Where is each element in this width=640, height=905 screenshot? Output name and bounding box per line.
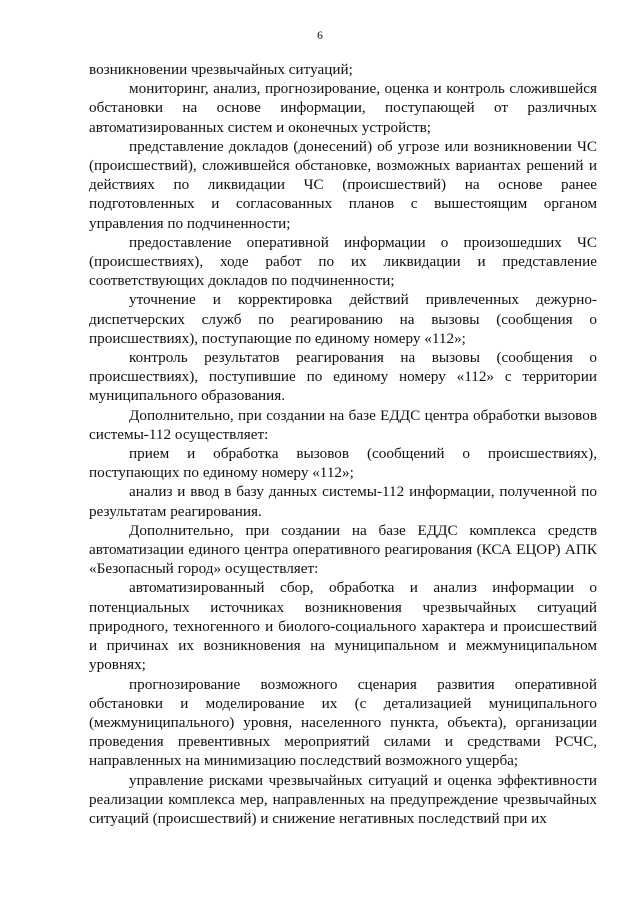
paragraph: анализ и ввод в базу данных системы-112 информации, полученной по результатам реагирования. bbox=[89, 483, 597, 520]
paragraph: прогнозирование возможного сценария развития оперативной обстановки и моделирование их (с детализацией муниципального (межмуниципального) уровня, населенного пункта, объекта), организации проведения превентивных мероприятий силами и средствами РСЧС, направленных на минимизацию последствий возможного ущерба; bbox=[89, 675, 597, 770]
paragraph: автоматизированный сбор, обработка и анализ информации о потенциальных источниках возникновения чрезвычайных ситуаций природного, техногенного и биолого-социального характера и происшествий и причинах их возникновения на муниципальном и межмуниципальном уровнях; bbox=[89, 579, 597, 674]
paragraph: управление рисками чрезвычайных ситуаций и оценка эффективности реализации комплекса мер, направленных на предупреждение чрезвычайных ситуаций (происшествий) и снижение негативных последствий при их bbox=[89, 771, 597, 827]
paragraph: прием и обработка вызовов (сообщений о происшествиях), поступающих по единому номеру «112»; bbox=[89, 445, 597, 482]
paragraph: представление докладов (донесений) об угрозе или возникновении ЧС (происшествий), сложившейся обстановке, возможных вариантах решений и действиях по ликвидации ЧС (происшествий) на основе ранее подготовленных и согласованных планов с вышестоящим органом управления по подчиненности; bbox=[89, 137, 597, 232]
paragraph: Дополнительно, при создании на базе ЕДДС центра обработки вызовов системы-112 осуществляет: bbox=[89, 406, 597, 443]
page-number: 6 bbox=[317, 30, 323, 42]
paragraph-continuation: возникновении чрезвычайных ситуаций; bbox=[89, 61, 353, 78]
paragraph: уточнение и корректировка действий привлеченных дежурно-диспетчерских служб по реагированию на вызовы (сообщения о происшествиях), поступающие по единому номеру «112»; bbox=[89, 291, 597, 347]
paragraph: контроль результатов реагирования на вызовы (сообщения о происшествиях), поступившие по единому номеру «112» с территории муниципального образования. bbox=[89, 349, 597, 405]
paragraph: мониторинг, анализ, прогнозирование, оценка и контроль сложившейся обстановки на основе информации, поступающей от различных автоматизированных систем и оконечных устройств; bbox=[89, 80, 597, 136]
document-body bbox=[89, 60, 597, 828]
paragraph: предоставление оперативной информации о произошедших ЧС (происшествиях), ходе работ по их ликвидации и представление соответствующих докладов по подчиненности; bbox=[89, 233, 597, 290]
paragraph: Дополнительно, при создании на базе ЕДДС комплекса средств автоматизации единого центра оперативного реагирования (КСА ЕЦОР) АПК «Безопасный город» осуществляет: bbox=[89, 521, 597, 578]
